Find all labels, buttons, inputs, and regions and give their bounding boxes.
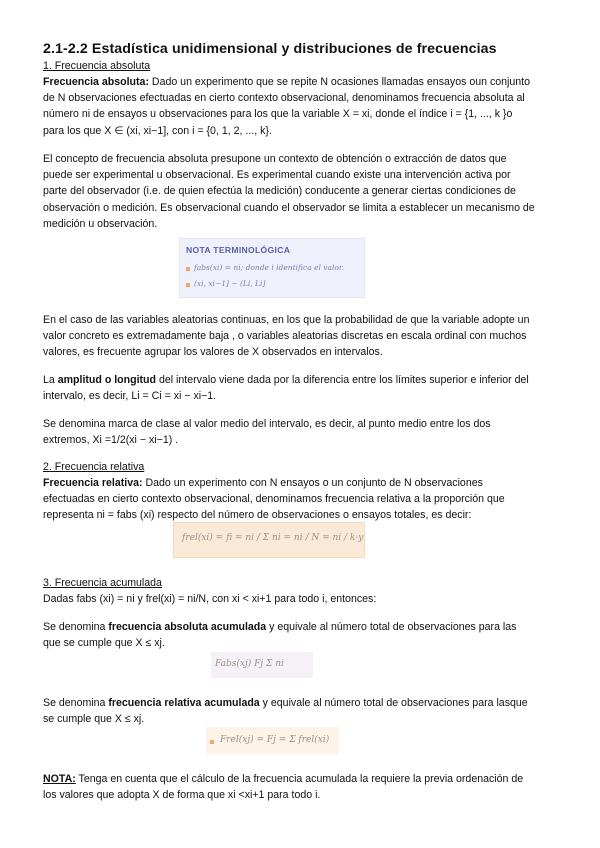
text-line: valor concreto es extremadamente baja , o variables aleatorias discretas en escala ordinal con muchos bbox=[43, 330, 527, 343]
formula-absoluta-acumulada-image bbox=[211, 652, 313, 678]
text-line: Tenga en cuenta que el cálculo de la frecuencia acumulada la requiere la previa ordenación de bbox=[75, 773, 524, 785]
text-line: medición u observación. bbox=[43, 217, 158, 230]
text-line: para los que X ∈ (xi, xi−1], con i = {0, 1, 2, ..., k}. bbox=[43, 124, 272, 137]
text-fragment: Se denomina bbox=[43, 697, 109, 709]
term-relativa-acumulada: frecuencia relativa acumulada bbox=[108, 697, 260, 709]
text-line: puede ser experimental u observacional. Es experimental cuando existe una intervención activa por bbox=[43, 169, 511, 182]
paragraph-marca-clase bbox=[43, 416, 561, 448]
nota-label: NOTA: bbox=[43, 773, 76, 785]
text-line: Dado un experimento que se repite N ocasiones llamadas ensayos oun conjunto bbox=[148, 76, 530, 88]
definition-frecuencia-relativa bbox=[43, 475, 561, 524]
term-absoluta-acumulada: frecuencia absoluta acumulada bbox=[108, 621, 267, 633]
paragraph-intro-acumulada: Dadas fabs (xi) = ni y frel(xi) = ni/N, con xi < xi+1 para todo i, entonces: bbox=[43, 593, 377, 605]
nota-title: NOTA TERMINOLÓGICA bbox=[186, 245, 291, 255]
formula-text: Fabs(xj) Fj Σ ni bbox=[215, 659, 284, 669]
nota-line: (xi, xi−1] − (Li, Li] bbox=[194, 279, 266, 288]
text-line: El concepto de frecuencia absoluta presupone un contexto de obtención o extracción de datos que bbox=[43, 153, 507, 165]
text-line: del intervalo viene dada por la diferencia entre los límites superior e inferior del bbox=[156, 374, 529, 386]
nota-line: fabs(xi) = ni; donde i identifica el valor. bbox=[194, 263, 345, 272]
text-line: los valores que adopta X de forma que xi <xi+1 para todo i. bbox=[43, 789, 321, 802]
text-line: representa ni = fabs (xi) respecto del número de observaciones o ensayos totales, es decir: bbox=[43, 509, 472, 522]
text-line: y equivale al número total de observaciones para lasque bbox=[259, 697, 528, 709]
bullet-icon bbox=[186, 267, 190, 271]
text-line: intervalo, es decir, Li = Ci = xi − xi−1. bbox=[43, 390, 217, 403]
text-line: En el caso de las variables aleatorias continuas, en los que la probabilidad de que la variable adopte un bbox=[43, 314, 530, 326]
bullet-icon bbox=[186, 283, 190, 287]
paragraph-variables-continuas bbox=[43, 312, 561, 361]
text-line: Dado un experimento con N ensayos o un conjunto de N observaciones bbox=[142, 477, 483, 489]
section-heading-frecuencia-relativa: 2. Frecuencia relativa bbox=[43, 461, 145, 473]
bullet-icon bbox=[210, 740, 214, 744]
text-line: y equivale al número total de observaciones para las bbox=[266, 621, 517, 633]
paragraph-amplitud bbox=[43, 372, 561, 404]
nota-final bbox=[43, 771, 561, 803]
formula-relativa-acumulada-image bbox=[206, 727, 339, 754]
text-line: de N observaciones efectuadas en cierto contexto observacional, denominamos frecuencia absoluta al bbox=[43, 92, 525, 105]
definition-frecuencia-absoluta bbox=[43, 74, 561, 139]
text-line: valores, es frecuente agrupar los valores de X observados en intervalos. bbox=[43, 346, 383, 359]
formula-text: frel(xi) = fi = ni / Σ ni = ni / N = ni / k·y bbox=[182, 533, 364, 543]
section-heading-frecuencia-absoluta: 1. Frecuencia absoluta bbox=[43, 60, 151, 72]
text-line: se cumple que X ≤ xj. bbox=[43, 713, 145, 726]
text-line: Se denomina marca de clase al valor medio del intervalo, es decir, al punto medio entre los dos bbox=[43, 418, 491, 430]
text-line: número ni de ensayos u observaciones para los que la variable X = xi, donde el índice i = {1, ..., k }o bbox=[43, 108, 513, 121]
paragraph-absoluta-acumulada bbox=[43, 619, 561, 651]
term-frecuencia-absoluta: Frecuencia absoluta: bbox=[43, 76, 149, 88]
text-line: que se cumple que X ≤ xj. bbox=[43, 637, 165, 650]
text-fragment: La bbox=[43, 374, 58, 386]
formula-text: Frel(xj) = Fj = Σ frel(xi) bbox=[220, 735, 330, 745]
formula-frecuencia-relativa-image bbox=[173, 522, 365, 558]
text-line: extremos, Xi =1/2(xi − xi−1) . bbox=[43, 434, 179, 447]
text-line: parte del observador (i.e. de quien efectúa la medición) conducente a generar ciertas condiciones de bbox=[43, 185, 516, 198]
text-line: efectuadas en cierto contexto observacional, denominamos frecuencia relativa a la proporción que bbox=[43, 493, 505, 506]
paragraph-concepto bbox=[43, 151, 561, 232]
term-amplitud: amplitud o longitud bbox=[57, 374, 157, 386]
text-line: observación o medición. Es observacional cuando el observador se limita a establecer un mecanismo de bbox=[43, 201, 535, 214]
text-fragment: Se denomina bbox=[43, 621, 109, 633]
page-title: 2.1-2.2 Estadística unidimensional y distribuciones de frecuencias bbox=[43, 41, 497, 57]
term-frecuencia-relativa: Frecuencia relativa: bbox=[43, 477, 143, 489]
nota-terminologica-image bbox=[179, 238, 365, 298]
paragraph-relativa-acumulada bbox=[43, 695, 561, 727]
section-heading-frecuencia-acumulada: 3. Frecuencia acumulada bbox=[43, 577, 162, 589]
